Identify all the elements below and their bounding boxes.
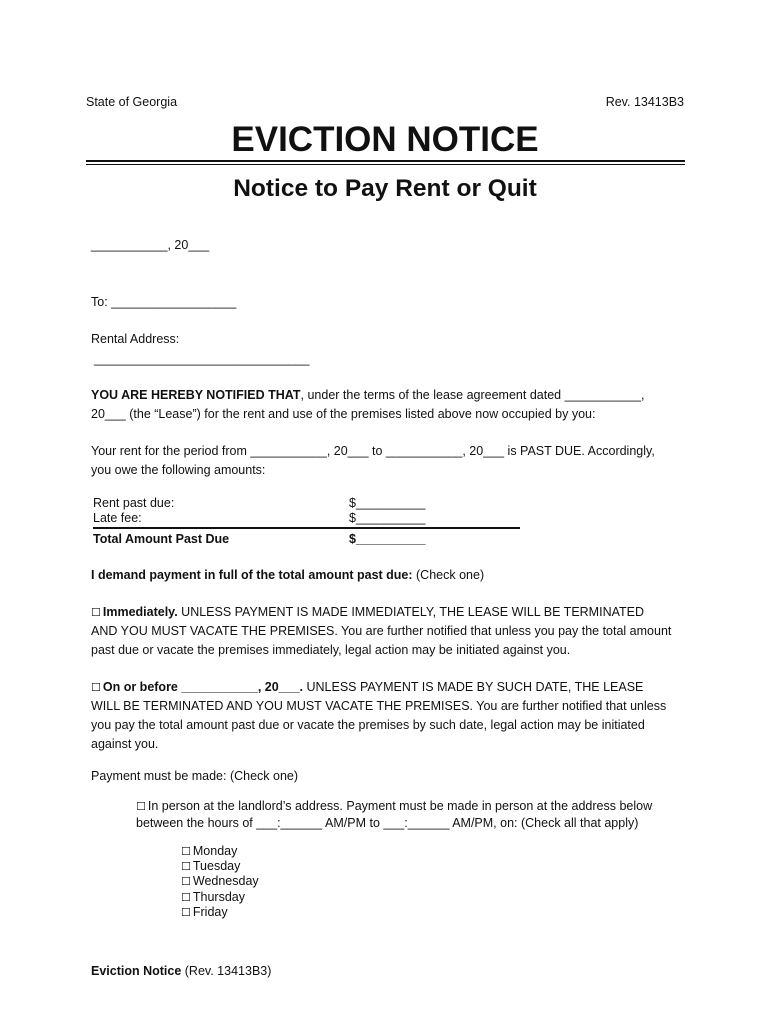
table-row xyxy=(93,532,520,547)
rent-period-paragraph xyxy=(91,442,691,480)
demand-bold: I demand payment in full of the total amount past due: xyxy=(91,568,413,582)
option-immediately-bold: Immediately. xyxy=(102,605,178,619)
option-immediately-line3: past due or vacate the premises immediately, legal action may be initiated against you. xyxy=(91,643,571,657)
in-person-line2: between the hours of ___:______ AM/PM to ___:______ AM/PM, on: (Check all that apply) xyxy=(136,816,639,830)
rental-address-label: Rental Address: xyxy=(91,332,180,346)
option-on-or-before-line2: WILL BE TERMINATED AND YOU MUST VACATE THE PREMISES. You are further notified that unless xyxy=(91,699,667,713)
to-line: To: __________________ xyxy=(91,295,237,309)
option-on-or-before xyxy=(91,678,691,754)
option-on-or-before-bold: On or before ___________, 20___. xyxy=(102,680,304,694)
checkbox-icon[interactable]: ☐ xyxy=(136,800,146,813)
footer-bold: Eviction Notice xyxy=(91,964,182,978)
notified-rest: , under the terms of the lease agreement dated ___________, xyxy=(300,388,645,402)
total-rule xyxy=(93,527,520,529)
rent-period-line2: you owe the following amounts: xyxy=(91,463,266,477)
table-row xyxy=(93,496,520,511)
rent-past-due-label: Rent past due: xyxy=(93,496,175,510)
rental-address-blank: _______________________________ xyxy=(94,352,310,366)
rent-period-line1: Your rent for the period from ___________, 20___ to ___________, 20___ is PAST DUE. Accordingly, xyxy=(91,444,655,458)
day-label: Monday xyxy=(192,844,238,858)
notified-paragraph xyxy=(91,386,691,424)
amounts-table xyxy=(93,496,520,547)
notified-lead: YOU ARE HEREBY NOTIFIED THAT xyxy=(91,388,301,402)
document-subtitle: Notice to Pay Rent or Quit xyxy=(233,175,537,202)
list-item xyxy=(181,844,259,859)
revision-label: Rev. 13413B3 xyxy=(605,95,684,109)
list-item xyxy=(181,859,259,874)
day-label: Wednesday xyxy=(192,874,259,889)
footer-normal: (Rev. 13413B3) xyxy=(181,964,272,978)
checkbox-icon[interactable]: ☐ xyxy=(181,890,191,904)
days-list xyxy=(181,844,259,920)
demand-line xyxy=(91,568,484,582)
option-on-or-before-line1: UNLESS PAYMENT IS MADE BY SUCH DATE, THE LEASE xyxy=(303,680,644,694)
date-line: ___________, 20___ xyxy=(91,238,210,252)
checkbox-icon[interactable]: ☐ xyxy=(181,845,191,858)
total-value: $__________ xyxy=(349,532,426,546)
option-on-or-before-line3: you pay the total amount past due or vacate the premises by such date, legal action may be initiated xyxy=(91,718,645,732)
late-fee-value: $__________ xyxy=(349,511,426,525)
title-rule-thick xyxy=(86,160,685,162)
document-title: EVICTION NOTICE xyxy=(231,120,539,159)
table-row xyxy=(93,511,520,526)
option-immediately-line1: UNLESS PAYMENT IS MADE IMMEDIATELY, THE LEASE WILL BE TERMINATED xyxy=(177,605,645,619)
checkbox-icon[interactable]: ☐ xyxy=(91,606,101,619)
checkbox-icon[interactable]: ☐ xyxy=(181,860,191,874)
payment-label: Payment must be made: (Check one) xyxy=(91,769,299,783)
checkbox-icon[interactable]: ☐ xyxy=(91,681,101,694)
late-fee-label: Late fee: xyxy=(93,511,142,525)
title-rule-thin xyxy=(86,164,685,165)
rent-past-due-value: $__________ xyxy=(349,496,426,510)
day-label: Friday xyxy=(192,904,228,919)
checkbox-icon[interactable]: ☐ xyxy=(181,875,191,889)
option-immediately xyxy=(91,603,691,660)
list-item xyxy=(181,874,259,889)
in-person-option xyxy=(136,798,652,831)
list-item xyxy=(181,890,259,905)
total-label: Total Amount Past Due xyxy=(93,532,230,546)
state-label: State of Georgia xyxy=(86,95,178,109)
list-item xyxy=(181,905,259,920)
day-label: Thursday xyxy=(192,889,245,904)
footer xyxy=(91,964,271,978)
checkbox-icon[interactable]: ☐ xyxy=(181,905,191,919)
demand-normal: (Check one) xyxy=(412,568,485,582)
option-immediately-line2: AND YOU MUST VACATE THE PREMISES. You are further notified that unless you pay the total amount xyxy=(91,624,672,638)
day-label: Tuesday xyxy=(192,859,241,874)
in-person-line1: In person at the landlord’s address. Payment must be made in person at the address below xyxy=(147,799,653,813)
notified-line2: 20___ (the “Lease”) for the rent and use of the premises listed above now occupied by you: xyxy=(91,407,596,421)
option-on-or-before-line4: against you. xyxy=(91,737,159,751)
